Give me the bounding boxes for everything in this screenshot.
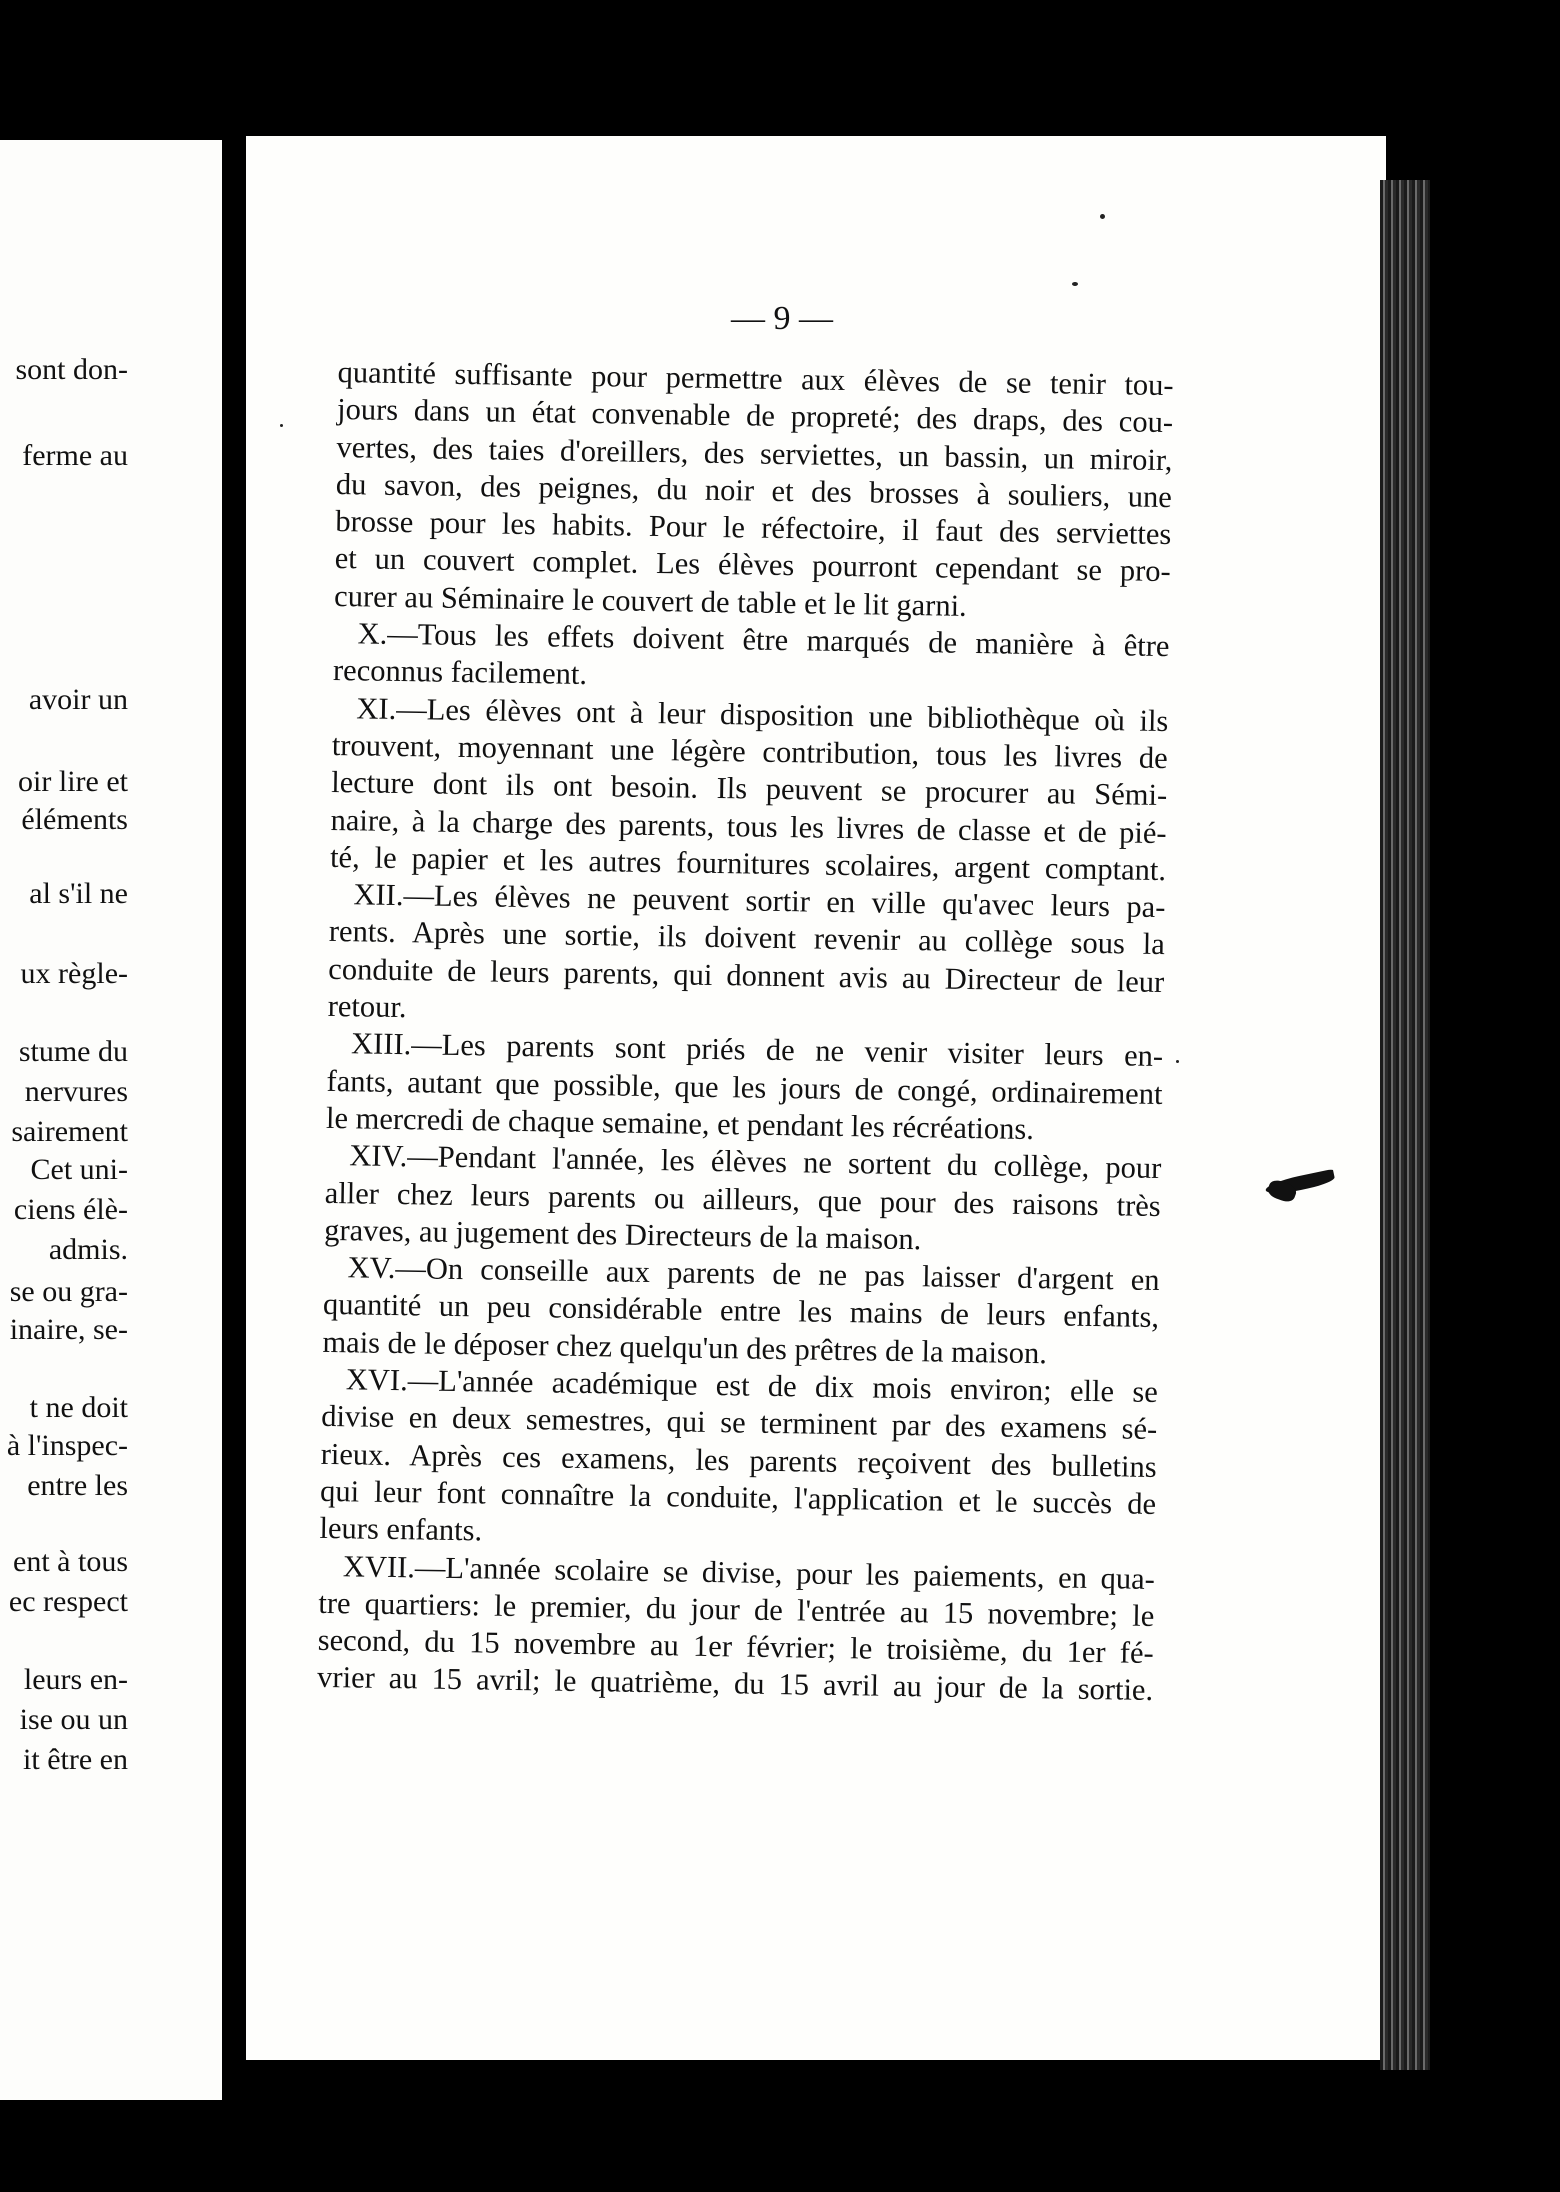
text-line: fants, autant que possible, que les jours de congé, ordinairement xyxy=(326,1063,1163,1111)
dust-speck xyxy=(1072,282,1078,286)
left-page-line: se ou gra- xyxy=(9,1275,128,1308)
left-page-line: ux règle- xyxy=(20,957,128,990)
text-line: retour. xyxy=(327,988,407,1025)
dust-speck xyxy=(1100,214,1105,219)
left-page-line: leurs en- xyxy=(23,1663,128,1696)
left-page-line: éléments xyxy=(21,803,128,836)
text-line: mais de le déposer chez quelqu'un des prêtres de la maison. xyxy=(322,1324,1048,1370)
text-line: XIII.—Les parents sont priés de ne venir visiter leurs en- xyxy=(350,1026,1164,1074)
text-line: trouvent, moyennant une légère contribution, tous les livres de xyxy=(331,727,1169,776)
page-number: — 9 — xyxy=(731,300,833,337)
text-line: vrier au 15 avril; le quatrième, du 15 avril au jour de la sortie. xyxy=(316,1660,1154,1708)
left-page-line: entre les xyxy=(27,1469,128,1502)
text-line: XVI.—L'année académique est de dix mois environ; elle se xyxy=(345,1362,1159,1410)
text-line: XI.—Les élèves ont à leur disposition une bibliothèque où ils xyxy=(356,691,1169,738)
left-page-line: it être en xyxy=(23,1743,128,1776)
left-page-line: stume du xyxy=(18,1035,128,1068)
dust-speck xyxy=(1176,1060,1179,1063)
left-page-line: al s'il ne xyxy=(29,877,128,910)
page-gutter xyxy=(222,130,246,2110)
text-line: et un couvert complet. Les élèves pourront cependant se pro- xyxy=(334,541,1171,589)
text-line: second, du 15 novembre au 1er février; le troisième, du 1er fé- xyxy=(317,1622,1154,1671)
text-line: XIV.—Pendant l'année, les élèves ne sortent du collège, pour xyxy=(349,1138,1162,1186)
text-line: le mercredi de chaque semaine, et pendant les récréations. xyxy=(325,1100,1035,1146)
text-line: XV.—On conseille aux parents de ne pas laisser d'argent en xyxy=(347,1250,1160,1298)
text-line: graves, au jugement des Directeurs de la maison. xyxy=(323,1212,922,1257)
left-page-line: ec respect xyxy=(8,1585,128,1618)
text-line: vertes, des taies d'oreillers, des serviettes, un bassin, un miroir, xyxy=(336,429,1173,477)
text-line: leurs enfants. xyxy=(319,1511,483,1548)
left-page-line: sont don- xyxy=(15,353,128,386)
text-line: rents. Après une sortie, ils doivent revenir au collège sous la xyxy=(328,914,1166,962)
left-page-line: inaire, se- xyxy=(9,1313,128,1346)
left-page-line: t ne doit xyxy=(29,1391,128,1424)
text-line: X.—Tous les effets doivent être marqués de manière à être xyxy=(357,616,1170,664)
text-line: XVII.—L'année scolaire se divise, pour les paiements, en qua- xyxy=(342,1548,1156,1596)
left-page-line: admis. xyxy=(48,1233,128,1266)
left-page-line: sairement xyxy=(11,1115,128,1148)
text-line: quantité suffisante pour permettre aux élèves de se tenir tou- xyxy=(337,354,1174,403)
left-page-line: Cet uni- xyxy=(30,1153,128,1186)
left-page-line: avoir un xyxy=(28,683,128,716)
left-page-line: à l'inspec- xyxy=(6,1429,128,1462)
text-line: lecture dont ils ont besoin. Ils peuvent se procurer au Sémi- xyxy=(331,765,1168,813)
text-line: brosse pour les habits. Pour le réfectoire, il faut des serviettes xyxy=(335,504,1172,552)
text-line: conduite de leurs parents, qui donnent avis au Directeur de leur xyxy=(328,951,1165,999)
text-line: tre quartiers: le premier, du jour de l'entrée au 15 novembre; le xyxy=(318,1585,1155,1633)
text-line: du savon, des peignes, du noir et des brosses à souliers, une xyxy=(335,466,1173,515)
left-page-line: nervures xyxy=(24,1075,128,1108)
right-page xyxy=(246,136,1386,2060)
left-page xyxy=(0,140,222,2100)
text-line: divise en deux semestres, qui se terminent par des examens sé- xyxy=(321,1399,1158,1447)
text-line: rieux. Après ces examens, les parents reçoivent des bulletins xyxy=(320,1436,1157,1484)
body-text xyxy=(317,354,1174,1710)
left-page-line: ferme au xyxy=(22,439,128,472)
text-line: té, le papier et les autres fournitures scolaires, argent comptant. xyxy=(329,839,1167,887)
text-line: qui leur font connaître la conduite, l'application et le succès de xyxy=(319,1473,1157,1521)
left-page-line: ise ou un xyxy=(19,1703,128,1736)
left-page-line: ent à tous xyxy=(13,1545,128,1578)
page-edge xyxy=(1380,180,1430,2070)
text-line: naire, à la charge des parents, tous les livres de classe et de pié- xyxy=(330,802,1167,850)
text-line: quantité un peu considérable entre les mains de leurs enfants, xyxy=(322,1287,1160,1335)
text-line: reconnus facilement. xyxy=(332,653,588,692)
text-line: curer au Séminaire le couvert de table et le lit garni. xyxy=(333,578,967,623)
left-page-line: ciens élè- xyxy=(13,1193,128,1226)
text-line: jours dans un état convenable de propreté; des draps, des cou- xyxy=(336,392,1174,440)
left-page-line: oir lire et xyxy=(18,765,128,798)
text-line: aller chez leurs parents ou ailleurs, que pour des raisons très xyxy=(324,1175,1161,1223)
text-line: XII.—Les élèves ne peuvent sortir en ville qu'avec leurs pa- xyxy=(353,877,1166,925)
dust-speck xyxy=(280,424,283,427)
